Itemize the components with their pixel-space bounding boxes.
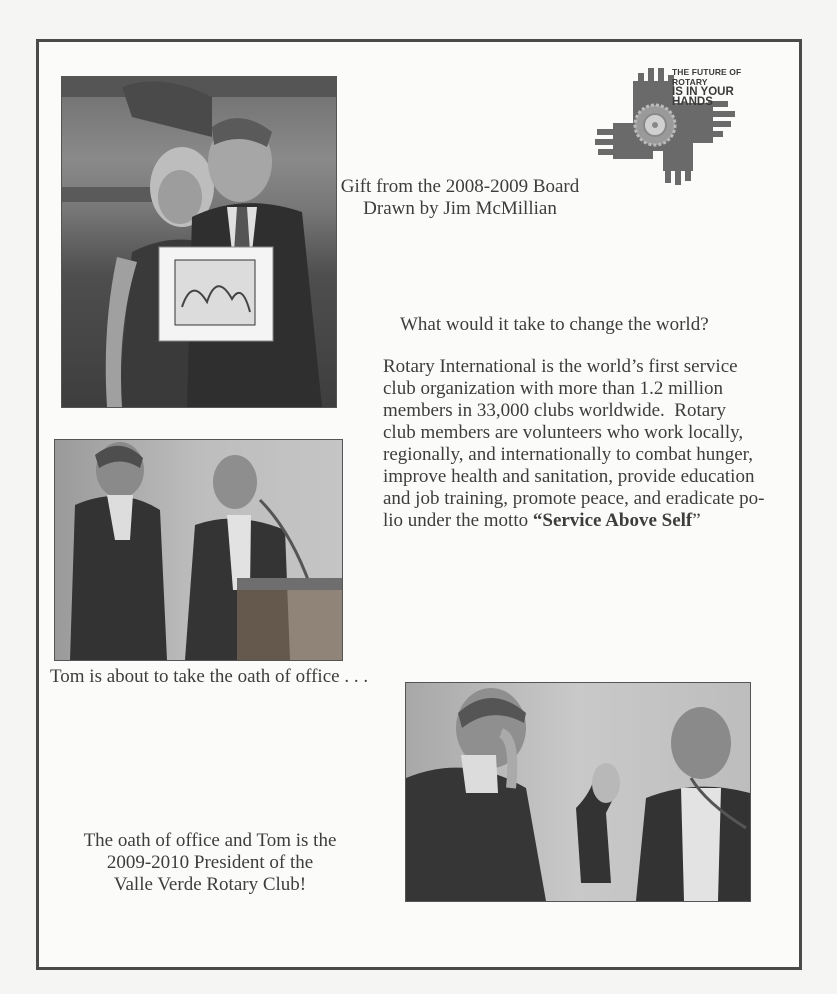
body-line: regionally, and internationally to combat hunger, xyxy=(383,444,753,465)
body-line: and job training, promote peace, and eradicate po- xyxy=(383,488,765,509)
body-line: improve health and sanitation, provide education xyxy=(383,466,755,487)
oath-caption-line3: Valle Verde Rotary Club! xyxy=(113,874,307,895)
body-line: club organization with more than 1.2 million xyxy=(383,378,724,399)
logo-tagline-line1: THE FUTURE OF ROTARY xyxy=(672,67,742,87)
oath-caption-line1: The oath of office and Tom is the xyxy=(83,830,337,851)
body-line: club members are volunteers who work locally, xyxy=(383,422,744,443)
oath-caption xyxy=(60,830,360,896)
motto: Service Above Self xyxy=(542,510,693,531)
photo-oath-of-office xyxy=(405,682,751,902)
photo-podium-speakers xyxy=(54,439,343,661)
logo-tagline-line2: IS IN YOUR HANDS xyxy=(672,86,734,108)
motto-prefix: lio under the motto xyxy=(383,510,533,531)
oath-caption-line2: 2009-2010 President of the xyxy=(106,852,314,873)
body-line: members in 33,000 clubs worldwide. Rotary xyxy=(383,400,727,421)
logo-tagline xyxy=(672,67,775,107)
gift-caption-line2: Drawn by Jim McMillian xyxy=(363,198,557,219)
article-body xyxy=(383,356,783,532)
quote-close: ” xyxy=(692,510,701,531)
oath-intro-caption: Tom is about to take the oath of office . . . xyxy=(50,666,369,687)
body-line: Rotary International is the world’s first service xyxy=(383,356,738,377)
gift-caption-line1: Gift from the 2008-2009 Board xyxy=(340,176,580,197)
quote-open: “ xyxy=(532,510,543,531)
article-question: What would it take to change the world? xyxy=(400,314,709,335)
gift-caption xyxy=(340,176,580,220)
photo-podium-speakers-illustration xyxy=(55,440,342,660)
photo-gift-presentation xyxy=(61,76,337,408)
photo-oath-of-office-illustration xyxy=(406,683,750,901)
photo-gift-presentation-illustration xyxy=(62,77,336,407)
rotary-logo xyxy=(593,63,775,187)
body-line-last xyxy=(383,510,783,532)
